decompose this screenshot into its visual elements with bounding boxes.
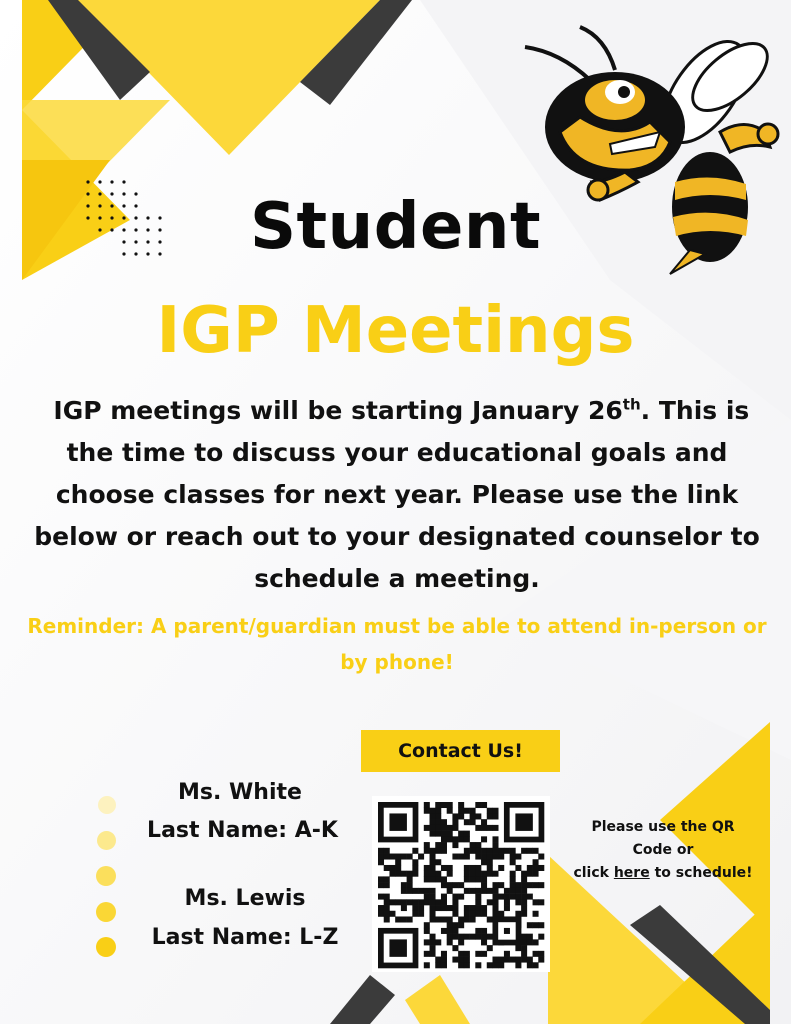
qr-note-line3 <box>570 862 756 885</box>
title-igp-meetings: IGP Meetings <box>156 294 635 368</box>
counselor-1-range: Last Name: A-K <box>147 818 338 843</box>
bullet-dot <box>96 866 116 886</box>
title-student: Student <box>249 190 542 264</box>
counselor-1-name: Ms. White <box>178 780 302 805</box>
qr-note-line1: Please use the QR <box>591 819 735 835</box>
qr-note-line2: Code or <box>632 842 694 858</box>
body-superscript: th <box>622 395 641 414</box>
reminder-text: Reminder: A parent/guardian must be able to attend in-person or by phone! <box>27 614 767 674</box>
body-part2: . This is the time to discuss your educational goals and choose classes for next year. Please use the link below or reach out to your designated counselor to schedule a meeting. <box>34 396 760 593</box>
bullet-dot <box>96 937 116 957</box>
qr-note-click: click <box>573 865 609 881</box>
qr-note-after: to schedule! <box>654 865 753 881</box>
bullet-dot <box>96 902 116 922</box>
qr-code-graphic <box>372 796 550 972</box>
qr-note <box>570 816 756 885</box>
body-part1: IGP meetings will be starting January 26 <box>53 396 623 425</box>
contact-us-label: Contact Us! <box>398 740 523 762</box>
schedule-link[interactable]: here <box>613 865 650 881</box>
body-paragraph <box>22 390 772 600</box>
qr-code-icon[interactable] <box>372 796 550 972</box>
bullet-dot <box>98 796 116 814</box>
counselor-2-range: Last Name: L-Z <box>151 925 339 950</box>
counselor-2-name: Ms. Lewis <box>184 886 306 911</box>
contact-us-banner <box>361 730 560 772</box>
bullet-dot <box>97 831 116 850</box>
